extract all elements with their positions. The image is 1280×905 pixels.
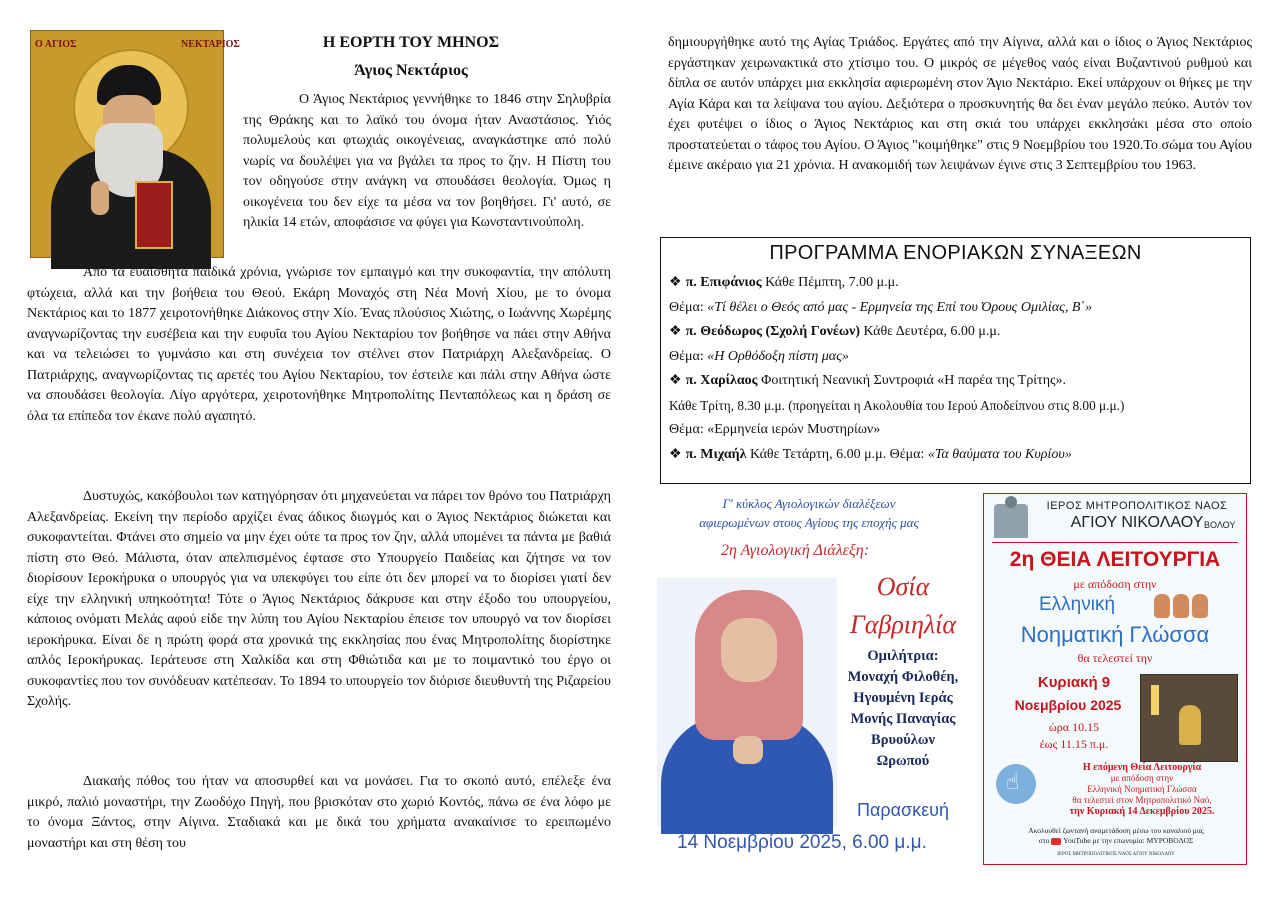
topic-label: Θέμα: <box>669 422 708 437</box>
next-line: την Κυριακή 14 Δεκεμβρίου 2025. <box>1069 806 1215 817</box>
speaker-line: Ομιλήτρια: <box>867 648 939 664</box>
church-name: ΑΓΙΟΥ ΝΙΚΟΛΑΟΥ <box>1070 514 1204 531</box>
program-when: Κάθε Πέμπτη, 7.00 μ.μ. <box>761 275 899 290</box>
program-item <box>669 320 1242 345</box>
program-extra: Κάθε Τρίτη, 8.30 μ.μ. (προηγείται η Ακολουθία του Ιερού Αποδείπνου στις 8.00 μ.μ.) <box>669 397 1125 413</box>
bullet-icon: ❖ <box>669 324 682 339</box>
lecture-poster <box>653 490 965 867</box>
program-priest: π. Θεόδωρος (Σχολή Γονέων) <box>685 324 861 339</box>
sign-language-logo-icon <box>996 764 1036 804</box>
liturgy-time-end: έως 11.15 π.μ. <box>1039 737 1109 751</box>
program-priest: π. Μιχαήλ <box>685 446 747 462</box>
topic-label: Θέμα: <box>669 348 708 364</box>
next-line: Ελληνική Νοηματική Γλώσσα <box>1087 784 1197 794</box>
lecture-day: Παρασκευή <box>856 800 950 820</box>
next-liturgy-notice <box>1040 762 1244 817</box>
program-topic <box>669 296 1242 321</box>
bio-paragraph-4: Διακαής πόθος του ήταν να αποσυρθεί και να μονάσει. Για το σκοπό αυτό, επέλεξε ένα μικρό, παλιό μοναστήρι, την Ζωοδόχο Πηγή, που βρισκόταν στο χωριό Κοντός, πάνω σε ένα λόφο με το όνομα Ξάντος, στην Αίγινα. Σταδιακά και με δικά του χρήματα ανακαίνισε το ερειπωμένο μοναστήρι και στη θέση του <box>27 774 611 851</box>
program-topic-text: «Τα θαύματα του Κυρίου» <box>927 446 1072 462</box>
speaker-line: Μοναχή Φιλοθέη, <box>847 669 959 685</box>
next-line: Η επόμενη Θεία Λειτουργία <box>1082 762 1202 773</box>
program-topic-text: «Τί θέλει ο Θεός από μας - Ερμηνεία της Επί του Όρους Ομιλίας, Β΄» <box>707 299 1093 315</box>
gavrilia-portrait-image <box>657 578 837 826</box>
youtube-label: YouTube <box>1063 836 1091 845</box>
program-topic <box>669 418 1242 443</box>
sign-language-hands-icon <box>1154 594 1234 624</box>
liturgy-month: Νοεμβρίου 2025 <box>1014 697 1122 713</box>
saint-line: Γαβριηλία <box>849 610 957 639</box>
liturgy-chalice-image <box>1140 674 1238 762</box>
saint-name-heading: Άγιος Νεκτάριος <box>354 62 468 79</box>
church-header: ΙΕΡΟΣ ΜΗΤΡΟΠΟΛΙΤΙΚΟΣ ΝΑΟΣ <box>1046 500 1228 512</box>
bullet-icon: ❖ <box>669 446 682 462</box>
liturgy-language-1: Ελληνική <box>1038 594 1116 615</box>
livestream-note <box>992 826 1240 846</box>
topic-label: Θέμα: <box>669 299 708 315</box>
youtube-icon <box>1051 838 1061 845</box>
liturgy-held: θα τελεστεί την <box>1077 651 1153 665</box>
bio-paragraph-3: Δυστυχώς, κακόβουλοι των κατηγόρησαν ότι μηχανεύεται να πάρει τον θρόνο του Πατριάρχη Αλεξανδρείας. Εκείνη την περίοδο αρχίζει ένας άδικος διωγμός και ο Άγιος Νεκτάριος διώκεται και συκοφαντείται. Φτάνει στο σημείο να μην έχει ούτε τα προς τον ζην, αλλά υπομένει τα πάντα με βαθιά πίστη στο Θεό. Μάλιστα, όταν απελπισμένος έφτασε στο Υπουργείο Παιδείας και ζήτησε να τον διορίσουν Ιεροκήρυκα ο υπουργός για να υπεκφύγει του είπε ότι δεν μπορεί να το διορίσει γιατί δεν είχε την ελληνική υπηκοότητα! Τότε ο Άγιος Νεκτάριος δάκρυσε και στην έξοδο του υπουργείου, κάποιος ονόματι Μελάς αφού είδε την λύπη του Αγίου Νεκταρίου έπεισε τον υπουργό να τον διορίσει ιεροκήρυκα. Είναι δε η πρώτη φορά στα χρονικά της εκκλησίας που ένας Μητροπολίτης διορίστηκε απλός Ιεροκήρυκας. Ιεράτευσε στη Χαλκίδα και στη Φθιώτιδα και με το ποιμαντικό του έργο οι συκοφαντίες που τον συνόδευαν κατέπεσαν. Το 1894 το υπουργείο τον διόρισε διευθυντή της Ριζαρείου Σχολής. <box>27 489 611 709</box>
livestream-prefix: στο <box>1038 836 1050 845</box>
lecture-speaker <box>843 646 963 772</box>
program-item <box>669 369 1242 394</box>
lecture-series-line: αφιερωμένων στους Αγίους της εποχής μας <box>699 515 919 530</box>
program-title: ΠΡΟΓΡΑΜΜΑ ΕΝΟΡΙΑΚΩΝ ΣΥΝΑΞΕΩΝ <box>769 242 1142 264</box>
parish-program-box <box>660 237 1251 484</box>
liturgy-time-start: ώρα 10.15 <box>1048 720 1100 734</box>
bullet-icon: ❖ <box>669 275 682 290</box>
speaker-line: Βρυούλων <box>871 732 935 748</box>
livestream-line: Ακολουθεί ζωντανή αναμετάδοση μέσω του καναλιού μας <box>1028 826 1204 835</box>
program-priest: π. Επιφάνιος <box>685 275 762 290</box>
saint-nektarios-icon-image <box>30 30 240 258</box>
program-topic <box>669 345 1242 370</box>
program-topic-text: «Ερμηνεία ιερών Μυστηρίων» <box>707 422 881 437</box>
speaker-line: Ωρωπού <box>876 753 930 769</box>
poster-footer: ΙΕΡΟΣ ΜΗΤΡΟΠΟΛΙΤΙΚΟΣ ΝΑΟΣ ΑΓΙΟΥ ΝΙΚΟΛΑΟΥ <box>1057 852 1175 857</box>
liturgy-with: με απόδοση στην <box>1073 577 1157 591</box>
bio-intro-paragraph: Ο Άγιος Νεκτάριος γεννήθηκε το 1846 στην Σηλυβρία της Θράκης και το λαϊκό του όνομα ήταν Αναστάσιος. Υιός πολυμελούς και φτωχιάς οικογένειας, αναγκάστηκε από πολύ νωρίς να δουλέψει για να βγάλει τα προς το ζην. Η Πίστη του τον οδηγούσε στην ανάγκη να σπουδάσει θεολογία. Όμως η οικογένεια του δεν είχε τα μέσα να τον βοηθήσει. Γι' αυτό, σε ηλικία 14 ετών, αποφάσισε να φύγει για Κωνσταντινούπολη. <box>243 92 611 230</box>
lecture-date: 14 Νοεμβρίου 2025, 6.00 μ.μ. <box>677 832 927 853</box>
feast-title: Η ΕΟΡΤΗ ΤΟΥ ΜΗΝΟΣ <box>322 34 500 51</box>
speaker-line: Ηγουμένη Ιεράς <box>853 690 953 706</box>
program-item <box>669 271 1242 296</box>
church-icon <box>994 504 1028 538</box>
program-item <box>669 443 1242 468</box>
liturgy-title: 2η ΘΕΙΑ ΛΕΙΤΟΥΡΓΙΑ <box>1009 548 1221 571</box>
church-city: ΒΟΛΟΥ <box>1204 520 1236 530</box>
bullet-icon: ❖ <box>669 373 682 388</box>
saint-line: Οσία <box>876 572 930 601</box>
program-when: Κάθε Δευτέρα, 6.00 μ.μ. <box>860 324 1001 339</box>
next-line: θα τελεστεί στον Μητροπολιτικό Ναό, <box>1072 795 1212 805</box>
lecture-saint-name <box>848 568 958 644</box>
program-when: Φοιτητική Νεανική Συντροφιά «Η παρέα της Τρίτης». <box>757 373 1067 388</box>
liturgy-day: Κυριακή 9 <box>1037 674 1111 691</box>
program-priest: π. Χαρίλαος <box>685 373 758 388</box>
liturgy-poster <box>983 493 1247 865</box>
speaker-line: Μονής Παναγίας <box>850 711 956 727</box>
lecture-series-line: Γ' κύκλος Αγιολογικών διαλέξεων <box>722 496 896 511</box>
lecture-series <box>653 494 965 532</box>
program-topic-text: «Η Ορθόδοξη πίστη μας» <box>707 348 849 364</box>
program-when: Κάθε Τετάρτη, 6.00 μ.μ. Θέμα: <box>746 446 928 462</box>
icon-label-left: Ο ΑΓΙΟΣ <box>35 39 77 50</box>
bio-paragraph-2: Από τα ευαίσθητα παιδικά χρόνια, γνώρισε τον εμπαιγμό και την συκοφαντία, την απόλυτη φτώχεια, αλλά και την βοήθεια του Θεού. Εκάρη Μοναχός στη Νέα Μονή Χίου, με το όνομα Νεκτάριος και το 1877 χειροτονήθηκε Διάκονος στην Χίο. Ένας πλούσιος Χιώτης, ο Ιωάννης Χωρέμης αναγνωρίζοντας την ευσέβεια και την ευφυΐα του Αγίου Νεκταρίου τον βοήθησε να πάει στην Αθήνα και να τελειώσει το γυμνάσιο και στη συνέχεια τον στέλνει στον Πατριάρχη Αλεξανδρείας. Ο Πατριάρχης, αναγνωρίζοντας τις αρετές του Αγίου Νεκταρίου, τον έστειλε και πάλι στην Αθήνα ώστε να σπουδάσει θεολογία. Λίγο αργότερα, χειροτονήθηκε Μητροπολίτης Πενταπόλεως και η δράση σε όλα τα επίπεδα τον έκανε πολύ αγαπητό. <box>27 265 611 424</box>
bio-continuation-paragraph: δημιουργήθηκε αυτό της Αγίας Τριάδος. Εργάτες από την Αίγινα, αλλά και ο ίδιος ο Άγιος Νεκτάριος εργάστηκαν χειρωνακτικά στο χτίσιμο του. Ο μικρός σε μέγεθος ναός είναι Βυζαντινού ρυθμού και δίπλα σε αυτόν υπάρχει μια εκκλησία αφιερωμένη στον Άγιο Νεκτάριο. Εκεί υπάρχουν οι θήκες με την Αγία Κάρα και τα λείψανα του αγίου. Δεξιότερα ο προσκυνητής θα δει έναν μεγάλο πεύκο. Αυτόν τον έχει φυτέψει ο ίδιος ο Άγιος Νεκτάριος και στη σκιά του υπάρχει εκκλησάκι μέσα στο οποίο προστατεύεται ο τάφος του Αγίου. Ο Άγιος "κοιμήθηκε" στις 9 Νοεμβρίου του 1920.Το σώμα του Αγίου έμεινε ακέραιο για 21 χρόνια. Η ανακομιδή των λειψάνων έγινε στις 3 Σεπτεμβρίου του 1963. <box>668 35 1252 173</box>
icon-label-right: ΝΕΚΤΑΡΙΟΣ <box>181 39 240 50</box>
divider <box>992 542 1238 543</box>
channel-name: με την επωνυμία: ΜΥΡΟΒΟΛΟΣ <box>1092 836 1194 845</box>
liturgy-language-2: Νοηματική Γλώσσα <box>1020 622 1210 647</box>
lecture-number: 2η Αγιολογική Διάλεξη: <box>721 542 870 559</box>
next-line: με απόδοση στην <box>1110 773 1174 783</box>
